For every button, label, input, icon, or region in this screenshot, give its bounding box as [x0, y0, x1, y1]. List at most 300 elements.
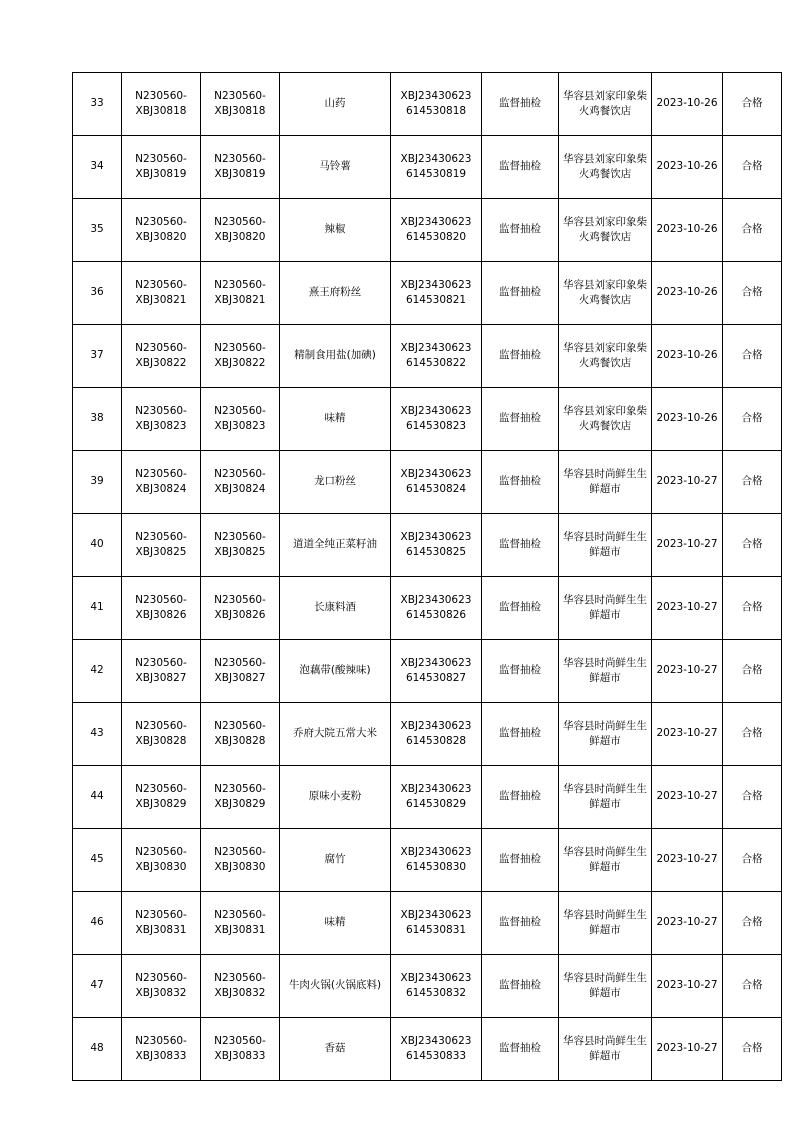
- organization-name: 华容县刘家印象柴火鸡餐饮店: [563, 278, 647, 306]
- organization-name: 华容县刘家印象柴火鸡餐饮店: [563, 152, 647, 180]
- report-no-line1: XBJ23430623: [400, 404, 472, 417]
- cell-sampling-date: [652, 136, 723, 199]
- cell-sample-name: [280, 766, 391, 829]
- cell-index: [73, 514, 122, 577]
- cell-sampling-date: [652, 451, 723, 514]
- cell-result: [723, 829, 782, 892]
- report-no-line2: 614530819: [405, 168, 467, 180]
- table-row: [73, 703, 782, 766]
- organization-name: 华容县时尚鲜生生鲜超市: [563, 1034, 647, 1062]
- sampling-no-line1: N230560-: [135, 908, 187, 921]
- report-no-line2: 614530822: [405, 357, 467, 369]
- sample-name: 牛肉火锅(火锅底料): [288, 979, 382, 992]
- cell-inspection-type: [482, 577, 559, 640]
- inspection-result: 合格: [741, 853, 763, 866]
- sample-name: 熹王府粉丝: [308, 286, 362, 299]
- cell-sample-no: [201, 766, 280, 829]
- organization-name: 华容县刘家印象柴火鸡餐饮店: [563, 341, 647, 369]
- inspection-type: 监督抽检: [499, 286, 541, 299]
- cell-index: [73, 388, 122, 451]
- sample-no-line2: XBJ30828: [214, 735, 266, 747]
- organization-name: 华容县时尚鲜生生鲜超市: [563, 845, 647, 873]
- cell-organization: [559, 199, 652, 262]
- sampling-no-line2: XBJ30832: [135, 987, 187, 999]
- inspection-results-table: [72, 72, 782, 1081]
- cell-report-no: [391, 1018, 482, 1081]
- cell-sample-no: [201, 514, 280, 577]
- cell-sampling-date: [652, 388, 723, 451]
- cell-inspection-type: [482, 514, 559, 577]
- cell-index: [73, 640, 122, 703]
- sample-no-line1: N230560-: [214, 467, 266, 480]
- table-row: [73, 892, 782, 955]
- row-index: 33: [90, 97, 104, 110]
- sample-no-line2: XBJ30833: [214, 1050, 266, 1062]
- row-index: 39: [90, 475, 104, 488]
- cell-sample-no: [201, 955, 280, 1018]
- sample-no-line1: N230560-: [214, 152, 266, 165]
- cell-report-no: [391, 577, 482, 640]
- report-no-line1: XBJ23430623: [400, 215, 472, 228]
- table-row: [73, 262, 782, 325]
- sample-name: 精制食用盐(加碘): [294, 349, 376, 362]
- inspection-type: 监督抽检: [499, 160, 541, 173]
- cell-organization: [559, 136, 652, 199]
- cell-organization: [559, 73, 652, 136]
- report-no-line2: 614530821: [405, 294, 467, 306]
- inspection-result: 合格: [741, 349, 763, 362]
- sampling-date: 2023-10-26: [656, 97, 718, 110]
- report-no-line2: 614530820: [405, 231, 467, 243]
- cell-sampling-no: [122, 577, 201, 640]
- cell-sampling-date: [652, 766, 723, 829]
- cell-inspection-type: [482, 703, 559, 766]
- cell-sample-no: [201, 577, 280, 640]
- report-no-line2: 614530818: [405, 105, 467, 117]
- cell-inspection-type: [482, 73, 559, 136]
- cell-result: [723, 955, 782, 1018]
- sample-no-line2: XBJ30818: [214, 105, 266, 117]
- organization-name: 华容县时尚鲜生生鲜超市: [563, 719, 647, 747]
- sampling-date: 2023-10-26: [656, 160, 718, 173]
- sample-name: 长康料酒: [314, 601, 356, 614]
- cell-sampling-date: [652, 325, 723, 388]
- inspection-type: 监督抽检: [499, 97, 541, 110]
- row-index: 34: [90, 160, 104, 173]
- cell-result: [723, 766, 782, 829]
- table-row: [73, 829, 782, 892]
- cell-sampling-no: [122, 1018, 201, 1081]
- sample-name: 泡藕带(酸辣味): [299, 664, 371, 677]
- cell-inspection-type: [482, 1018, 559, 1081]
- report-no-line1: XBJ23430623: [400, 530, 472, 543]
- cell-sample-name: [280, 829, 391, 892]
- cell-sampling-no: [122, 892, 201, 955]
- cell-sample-no: [201, 136, 280, 199]
- report-no-line1: XBJ23430623: [400, 908, 472, 921]
- sample-no-line1: N230560-: [214, 908, 266, 921]
- organization-name: 华容县刘家印象柴火鸡餐饮店: [563, 404, 647, 432]
- cell-inspection-type: [482, 829, 559, 892]
- cell-sample-name: [280, 955, 391, 1018]
- sampling-date: 2023-10-27: [656, 853, 718, 866]
- inspection-result: 合格: [741, 538, 763, 551]
- cell-inspection-type: [482, 766, 559, 829]
- cell-result: [723, 325, 782, 388]
- sample-no-line1: N230560-: [214, 782, 266, 795]
- cell-organization: [559, 577, 652, 640]
- organization-name: 华容县时尚鲜生生鲜超市: [563, 782, 647, 810]
- sample-no-line2: XBJ30820: [214, 231, 266, 243]
- inspection-type: 监督抽检: [499, 853, 541, 866]
- organization-name: 华容县时尚鲜生生鲜超市: [563, 656, 647, 684]
- report-no-line1: XBJ23430623: [400, 593, 472, 606]
- row-index: 41: [90, 601, 104, 614]
- sample-name: 香菇: [324, 1042, 346, 1055]
- report-no-line2: 614530823: [405, 420, 467, 432]
- cell-inspection-type: [482, 325, 559, 388]
- cell-organization: [559, 325, 652, 388]
- sampling-no-line2: XBJ30820: [135, 231, 187, 243]
- organization-name: 华容县时尚鲜生生鲜超市: [563, 530, 647, 558]
- sample-name: 原味小麦粉: [308, 790, 362, 803]
- organization-name: 华容县时尚鲜生生鲜超市: [563, 908, 647, 936]
- inspection-result: 合格: [741, 160, 763, 173]
- cell-report-no: [391, 514, 482, 577]
- sample-no-line2: XBJ30829: [214, 798, 266, 810]
- sample-no-line1: N230560-: [214, 656, 266, 669]
- report-no-line2: 614530824: [405, 483, 467, 495]
- cell-index: [73, 325, 122, 388]
- report-no-line1: XBJ23430623: [400, 971, 472, 984]
- sampling-no-line2: XBJ30819: [135, 168, 187, 180]
- cell-inspection-type: [482, 955, 559, 1018]
- sampling-no-line1: N230560-: [135, 1034, 187, 1047]
- row-index: 45: [90, 853, 104, 866]
- cell-organization: [559, 703, 652, 766]
- sampling-no-line1: N230560-: [135, 278, 187, 291]
- cell-inspection-type: [482, 451, 559, 514]
- sample-no-line2: XBJ30826: [214, 609, 266, 621]
- cell-sampling-no: [122, 325, 201, 388]
- sampling-no-line2: XBJ30828: [135, 735, 187, 747]
- cell-report-no: [391, 892, 482, 955]
- cell-sampling-date: [652, 955, 723, 1018]
- sample-no-line2: XBJ30832: [214, 987, 266, 999]
- organization-name: 华容县刘家印象柴火鸡餐饮店: [563, 89, 647, 117]
- cell-inspection-type: [482, 136, 559, 199]
- cell-index: [73, 136, 122, 199]
- organization-name: 华容县时尚鲜生生鲜超市: [563, 593, 647, 621]
- sample-no-line1: N230560-: [214, 341, 266, 354]
- inspection-result: 合格: [741, 727, 763, 740]
- report-no-line1: XBJ23430623: [400, 89, 472, 102]
- inspection-result: 合格: [741, 475, 763, 488]
- cell-sample-name: [280, 262, 391, 325]
- table-row: [73, 766, 782, 829]
- cell-organization: [559, 892, 652, 955]
- sample-no-line1: N230560-: [214, 845, 266, 858]
- sampling-no-line2: XBJ30824: [135, 483, 187, 495]
- report-no-line1: XBJ23430623: [400, 152, 472, 165]
- cell-organization: [559, 766, 652, 829]
- cell-sample-name: [280, 892, 391, 955]
- inspection-type: 监督抽检: [499, 664, 541, 677]
- inspection-type: 监督抽检: [499, 727, 541, 740]
- inspection-result: 合格: [741, 286, 763, 299]
- sampling-no-line1: N230560-: [135, 467, 187, 480]
- cell-sample-name: [280, 73, 391, 136]
- row-index: 35: [90, 223, 104, 236]
- cell-index: [73, 766, 122, 829]
- cell-report-no: [391, 136, 482, 199]
- report-no-line1: XBJ23430623: [400, 278, 472, 291]
- sample-no-line1: N230560-: [214, 278, 266, 291]
- sample-no-line2: XBJ30823: [214, 420, 266, 432]
- report-no-line2: 614530827: [405, 672, 467, 684]
- cell-sample-name: [280, 388, 391, 451]
- inspection-type: 监督抽检: [499, 916, 541, 929]
- inspection-type: 监督抽检: [499, 412, 541, 425]
- cell-report-no: [391, 73, 482, 136]
- inspection-type: 监督抽检: [499, 790, 541, 803]
- sampling-no-line2: XBJ30833: [135, 1050, 187, 1062]
- cell-sampling-no: [122, 640, 201, 703]
- sampling-date: 2023-10-27: [656, 727, 718, 740]
- inspection-result: 合格: [741, 601, 763, 614]
- cell-sampling-date: [652, 73, 723, 136]
- cell-sampling-no: [122, 955, 201, 1018]
- report-no-line2: 614530830: [405, 861, 467, 873]
- row-index: 46: [90, 916, 104, 929]
- cell-index: [73, 703, 122, 766]
- cell-result: [723, 136, 782, 199]
- table-row: [73, 640, 782, 703]
- inspection-result: 合格: [741, 916, 763, 929]
- cell-sampling-no: [122, 136, 201, 199]
- cell-sample-name: [280, 325, 391, 388]
- cell-report-no: [391, 955, 482, 1018]
- sampling-no-line1: N230560-: [135, 971, 187, 984]
- sample-name: 龙口粉丝: [314, 475, 356, 488]
- cell-sampling-date: [652, 829, 723, 892]
- organization-name: 华容县时尚鲜生生鲜超市: [563, 467, 647, 495]
- cell-sample-no: [201, 199, 280, 262]
- cell-sample-name: [280, 451, 391, 514]
- sample-no-line1: N230560-: [214, 215, 266, 228]
- sample-no-line1: N230560-: [214, 719, 266, 732]
- row-index: 40: [90, 538, 104, 551]
- cell-report-no: [391, 451, 482, 514]
- row-index: 44: [90, 790, 104, 803]
- sampling-no-line1: N230560-: [135, 341, 187, 354]
- cell-sampling-no: [122, 388, 201, 451]
- sampling-date: 2023-10-27: [656, 664, 718, 677]
- cell-sample-no: [201, 262, 280, 325]
- report-no-line1: XBJ23430623: [400, 782, 472, 795]
- table-row: [73, 388, 782, 451]
- inspection-result: 合格: [741, 979, 763, 992]
- sample-no-line1: N230560-: [214, 971, 266, 984]
- table-row: [73, 199, 782, 262]
- cell-sample-no: [201, 640, 280, 703]
- report-no-line1: XBJ23430623: [400, 719, 472, 732]
- sampling-no-line1: N230560-: [135, 719, 187, 732]
- cell-sampling-no: [122, 262, 201, 325]
- sampling-no-line2: XBJ30821: [135, 294, 187, 306]
- inspection-result: 合格: [741, 223, 763, 236]
- sample-name: 乔府大院五常大米: [293, 727, 377, 740]
- cell-sampling-no: [122, 199, 201, 262]
- sample-no-line2: XBJ30825: [214, 546, 266, 558]
- sample-no-line2: XBJ30822: [214, 357, 266, 369]
- sample-no-line2: XBJ30830: [214, 861, 266, 873]
- sampling-no-line2: XBJ30818: [135, 105, 187, 117]
- cell-organization: [559, 262, 652, 325]
- table-row: [73, 955, 782, 1018]
- cell-result: [723, 577, 782, 640]
- cell-sampling-date: [652, 892, 723, 955]
- row-index: 36: [90, 286, 104, 299]
- sample-no-line1: N230560-: [214, 593, 266, 606]
- cell-index: [73, 829, 122, 892]
- sampling-no-line2: XBJ30829: [135, 798, 187, 810]
- sampling-date: 2023-10-27: [656, 916, 718, 929]
- sampling-date: 2023-10-27: [656, 601, 718, 614]
- sampling-no-line1: N230560-: [135, 152, 187, 165]
- report-no-line2: 614530825: [405, 546, 467, 558]
- row-index: 43: [90, 727, 104, 740]
- sample-name: 腐竹: [324, 853, 346, 866]
- sampling-no-line2: XBJ30822: [135, 357, 187, 369]
- sampling-no-line2: XBJ30825: [135, 546, 187, 558]
- inspection-type: 监督抽检: [499, 538, 541, 551]
- cell-sample-no: [201, 829, 280, 892]
- cell-organization: [559, 640, 652, 703]
- sample-name: 道道全纯正菜籽油: [293, 538, 377, 551]
- sample-no-line1: N230560-: [214, 89, 266, 102]
- sampling-no-line1: N230560-: [135, 656, 187, 669]
- cell-sample-name: [280, 577, 391, 640]
- cell-sample-no: [201, 451, 280, 514]
- inspection-type: 监督抽检: [499, 475, 541, 488]
- cell-sample-name: [280, 1018, 391, 1081]
- cell-sampling-no: [122, 829, 201, 892]
- inspection-type: 监督抽检: [499, 601, 541, 614]
- cell-sample-name: [280, 640, 391, 703]
- cell-result: [723, 262, 782, 325]
- cell-report-no: [391, 388, 482, 451]
- report-no-line1: XBJ23430623: [400, 467, 472, 480]
- sampling-date: 2023-10-27: [656, 475, 718, 488]
- table-row: [73, 451, 782, 514]
- inspection-result: 合格: [741, 97, 763, 110]
- cell-report-no: [391, 829, 482, 892]
- cell-sample-name: [280, 703, 391, 766]
- row-index: 47: [90, 979, 104, 992]
- sampling-no-line1: N230560-: [135, 215, 187, 228]
- cell-result: [723, 703, 782, 766]
- cell-inspection-type: [482, 388, 559, 451]
- cell-inspection-type: [482, 199, 559, 262]
- cell-index: [73, 199, 122, 262]
- inspection-result: 合格: [741, 412, 763, 425]
- row-index: 48: [90, 1042, 104, 1055]
- report-no-line1: XBJ23430623: [400, 656, 472, 669]
- cell-organization: [559, 451, 652, 514]
- report-no-line2: 614530832: [405, 987, 467, 999]
- organization-name: 华容县时尚鲜生生鲜超市: [563, 971, 647, 999]
- cell-sampling-date: [652, 262, 723, 325]
- sampling-date: 2023-10-26: [656, 223, 718, 236]
- sampling-date: 2023-10-26: [656, 412, 718, 425]
- sample-no-line2: XBJ30827: [214, 672, 266, 684]
- cell-sampling-no: [122, 766, 201, 829]
- sample-no-line1: N230560-: [214, 1034, 266, 1047]
- cell-report-no: [391, 199, 482, 262]
- cell-index: [73, 1018, 122, 1081]
- sample-no-line2: XBJ30824: [214, 483, 266, 495]
- cell-sampling-date: [652, 514, 723, 577]
- table-row: [73, 136, 782, 199]
- sample-no-line2: XBJ30821: [214, 294, 266, 306]
- cell-sampling-date: [652, 577, 723, 640]
- cell-index: [73, 73, 122, 136]
- sample-name: 味精: [324, 916, 346, 929]
- sampling-date: 2023-10-27: [656, 538, 718, 551]
- cell-index: [73, 955, 122, 1018]
- sampling-no-line2: XBJ30827: [135, 672, 187, 684]
- inspection-result: 合格: [741, 790, 763, 803]
- cell-sampling-no: [122, 514, 201, 577]
- sampling-no-line1: N230560-: [135, 530, 187, 543]
- sampling-no-line2: XBJ30823: [135, 420, 187, 432]
- sampling-no-line1: N230560-: [135, 845, 187, 858]
- sampling-date: 2023-10-27: [656, 790, 718, 803]
- sampling-no-line1: N230560-: [135, 593, 187, 606]
- organization-name: 华容县刘家印象柴火鸡餐饮店: [563, 215, 647, 243]
- cell-index: [73, 451, 122, 514]
- inspection-result: 合格: [741, 1042, 763, 1055]
- row-index: 38: [90, 412, 104, 425]
- cell-inspection-type: [482, 640, 559, 703]
- cell-sample-name: [280, 199, 391, 262]
- cell-index: [73, 892, 122, 955]
- cell-result: [723, 451, 782, 514]
- table-body: [73, 73, 782, 1081]
- cell-sampling-no: [122, 703, 201, 766]
- table-row: [73, 514, 782, 577]
- cell-sample-no: [201, 388, 280, 451]
- sampling-date: 2023-10-26: [656, 286, 718, 299]
- sampling-date: 2023-10-26: [656, 349, 718, 362]
- cell-report-no: [391, 703, 482, 766]
- sample-name: 马铃薯: [319, 160, 351, 173]
- cell-report-no: [391, 766, 482, 829]
- cell-sample-name: [280, 514, 391, 577]
- cell-sample-no: [201, 73, 280, 136]
- inspection-type: 监督抽检: [499, 1042, 541, 1055]
- cell-organization: [559, 829, 652, 892]
- sampling-no-line1: N230560-: [135, 89, 187, 102]
- cell-report-no: [391, 325, 482, 388]
- sample-no-line2: XBJ30831: [214, 924, 266, 936]
- report-no-line2: 614530826: [405, 609, 467, 621]
- cell-sampling-date: [652, 1018, 723, 1081]
- sampling-no-line2: XBJ30831: [135, 924, 187, 936]
- sample-no-line1: N230560-: [214, 530, 266, 543]
- report-no-line2: 614530829: [405, 798, 467, 810]
